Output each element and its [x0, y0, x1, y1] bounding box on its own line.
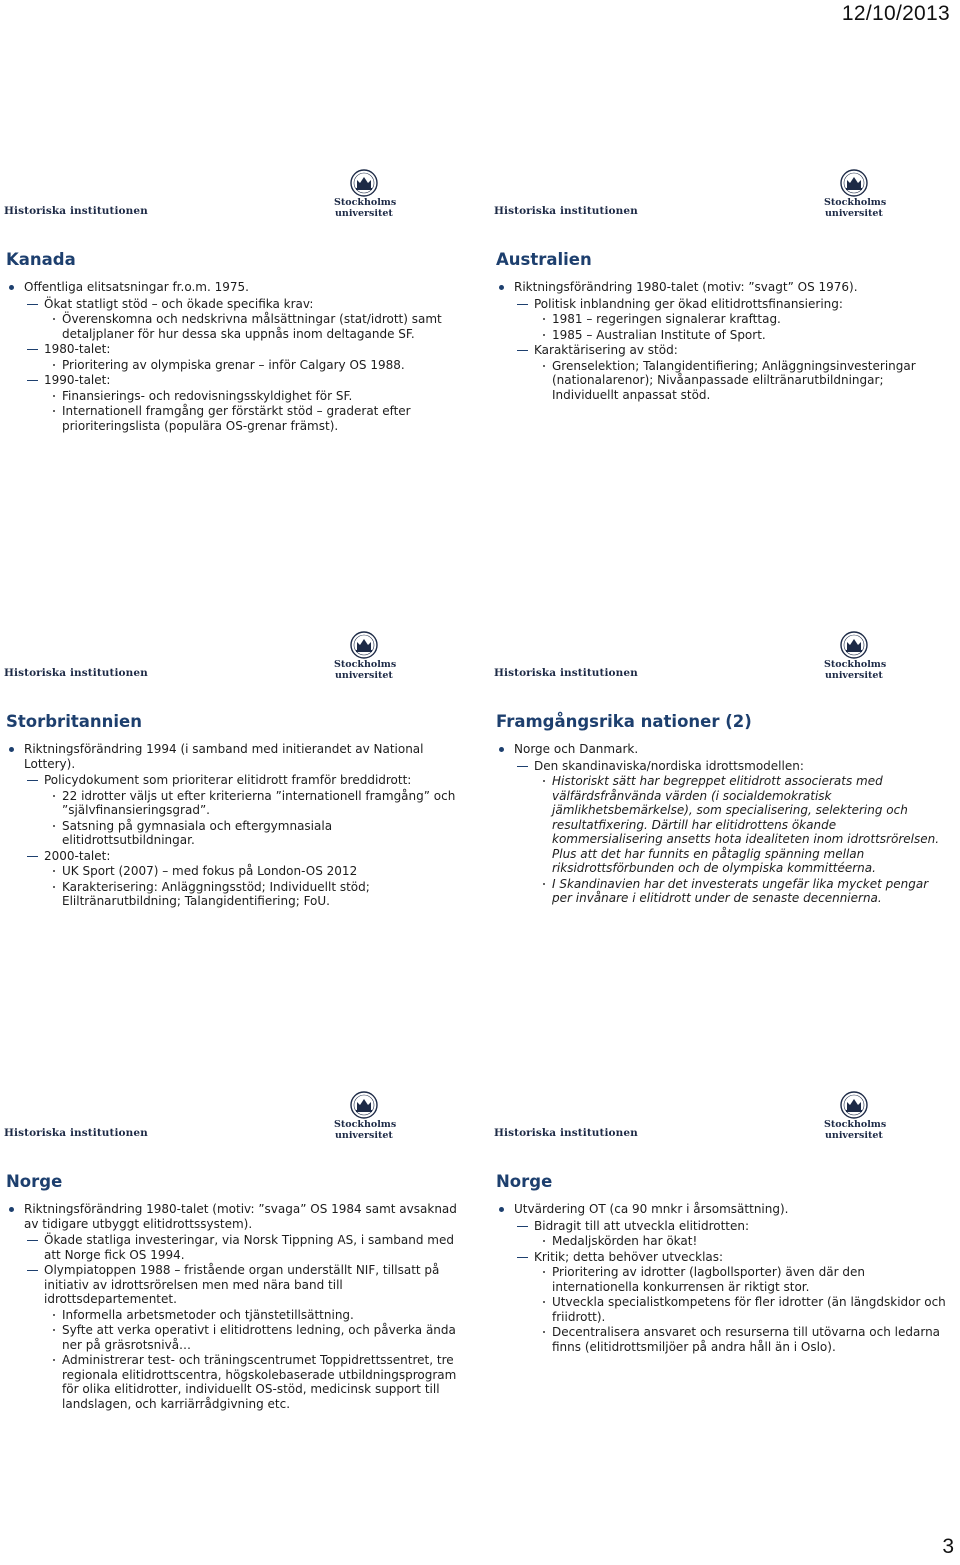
crown-logo-icon	[834, 168, 874, 198]
bullet-item: Norge och Danmark.	[496, 742, 950, 757]
slide-title: Kanada	[6, 250, 76, 269]
sub-bullet-item: 1985 – Australian Institute of Sport.	[496, 328, 950, 343]
logo-text-line2: universitet	[825, 670, 883, 681]
sub-bullet-item: Prioritering av olympiska grenar – inför Calgary OS 1988.	[6, 358, 460, 373]
sub-bullet-item: Internationell framgång ger förstärkt stöd – graderat efter prioriteringslista (populära OS-grenar främst).	[6, 404, 460, 433]
dash-item: Politisk inblandning ger ökad elitidrottsfinansiering:	[496, 297, 950, 312]
logo-text-line2: universitet	[335, 1130, 393, 1141]
university-logo	[824, 630, 887, 681]
logo-text-line2: universitet	[825, 208, 883, 219]
slide-1	[0, 160, 466, 550]
slide-4	[490, 622, 956, 1012]
slide-header	[0, 160, 466, 222]
sub-bullet-item: Administrerar test- och träningscentrumet Toppidrettssentret, tre regionala elitidrottscentra, högskolebaserade utbildningsprogram för olika elitidrotter, individuellt OS-stöd, medicinsk support till landslagen, och karriärrådgivning etc.	[6, 1353, 460, 1411]
sub-bullet-item: Prioritering av idrotter (lagbollsporter) även där den internationella konkurrensen är riktigt stor.	[496, 1265, 950, 1294]
bullet-item: Riktningsförändring 1980-talet (motiv: ”svagt” OS 1976).	[496, 280, 950, 295]
slide-body	[6, 742, 460, 910]
sub-bullet-item: Medaljskörden har ökat!	[496, 1234, 950, 1249]
institution-name: Historiska institutionen	[4, 1127, 148, 1139]
logo-text-line2: universitet	[335, 208, 393, 219]
logo-text-line1: Stockholms	[824, 197, 887, 208]
dash-item: Ökat statligt stöd – och ökade specifika krav:	[6, 297, 460, 312]
dash-item: Den skandinaviska/nordiska idrottsmodellen:	[496, 759, 950, 774]
sub-bullet-item: I Skandinavien har det investerats ungefär lika mycket pengar per invånare i elitidrott under de senaste decennierna.	[496, 877, 950, 906]
slide-header	[490, 160, 956, 222]
slide-3	[0, 622, 466, 1012]
sub-bullet-item: UK Sport (2007) – med fokus på London-OS 2012	[6, 864, 460, 879]
sub-bullet-item: Decentralisera ansvaret och resurserna till utövarna och ledarna finns (elitidrottsmiljöer på andra håll än i Oslo).	[496, 1325, 950, 1354]
logo-text-line1: Stockholms	[334, 197, 397, 208]
slide-body	[6, 1202, 460, 1412]
sub-bullet-item: Grenselektion; Talangidentifiering; Anläggningsinvesteringar (nationalarenor); Nivåanpassade eliltränarutbildningar; Individuellt anpassat stöd.	[496, 359, 950, 403]
slide-header	[490, 622, 956, 684]
slide-body	[496, 742, 950, 907]
institution-name: Historiska institutionen	[4, 667, 148, 679]
institution-name: Historiska institutionen	[494, 205, 638, 217]
logo-text-line2: universitet	[825, 1130, 883, 1141]
sub-bullet-item: 1981 – regeringen signalerar krafttag.	[496, 312, 950, 327]
dash-item: Kritik; detta behöver utvecklas:	[496, 1250, 950, 1265]
bullet-item: Riktningsförändring 1994 (i samband med initierandet av National Lottery).	[6, 742, 460, 771]
slide-body	[496, 280, 950, 403]
crown-logo-icon	[344, 1090, 384, 1120]
university-logo	[824, 168, 887, 219]
dash-item: Bidragit till att utveckla elitidrotten:	[496, 1219, 950, 1234]
institution-name: Historiska institutionen	[4, 205, 148, 217]
university-logo	[334, 1090, 397, 1141]
slide-2	[490, 160, 956, 550]
university-logo	[334, 630, 397, 681]
logo-text-line1: Stockholms	[334, 659, 397, 670]
crown-logo-icon	[344, 168, 384, 198]
dash-item: 1990-talet:	[6, 373, 460, 388]
sub-bullet-item: Informella arbetsmetoder och tjänstetillsättning.	[6, 1308, 460, 1323]
slide-title: Framgångsrika nationer (2)	[496, 712, 752, 731]
crown-logo-icon	[834, 630, 874, 660]
dash-item: Karaktärisering av stöd:	[496, 343, 950, 358]
slide-title: Norge	[6, 1172, 63, 1191]
sub-bullet-item: Satsning på gymnasiala och eftergymnasiala elitidrottsutbildningar.	[6, 819, 460, 848]
sub-bullet-item: Karakterisering: Anläggningsstöd; Individuellt stöd; Eliltränarutbildning; Talangidentifiering; FoU.	[6, 880, 460, 909]
logo-text-line2: universitet	[335, 670, 393, 681]
crown-logo-icon	[344, 630, 384, 660]
bullet-item: Riktningsförändring 1980-talet (motiv: ”svaga” OS 1984 samt avsaknad av tidigare utbyggt elitidrottssystem).	[6, 1202, 460, 1231]
sub-bullet-item: Syfte att verka operativt i elitidrottens ledning, och påverka ända ner på gräsrotsnivå…	[6, 1323, 460, 1352]
institution-name: Historiska institutionen	[494, 667, 638, 679]
logo-text-line1: Stockholms	[334, 1119, 397, 1130]
slide-header	[0, 1082, 466, 1144]
sub-bullet-item: Överenskomna och nedskrivna målsättningar (stat/idrott) samt detaljplaner för hur dessa ska uppnås inom deltagande SF.	[6, 312, 460, 341]
logo-text-line1: Stockholms	[824, 659, 887, 670]
slide-5	[0, 1082, 466, 1472]
slide-header	[0, 622, 466, 684]
page-number: 3	[942, 1535, 954, 1558]
slide-title: Australien	[496, 250, 592, 269]
date-label: 12/10/2013	[841, 2, 950, 25]
dash-item: 1980-talet:	[6, 342, 460, 357]
university-logo	[824, 1090, 887, 1141]
slide-header	[490, 1082, 956, 1144]
slide-title: Norge	[496, 1172, 553, 1191]
sub-bullet-item: 22 idrotter väljs ut efter kriterierna ”internationell framgång” och ”självfinansieringsgrad”.	[6, 789, 460, 818]
bullet-item: Offentliga elitsatsningar fr.o.m. 1975.	[6, 280, 460, 295]
dash-item: 2000-talet:	[6, 849, 460, 864]
slide-body	[496, 1202, 950, 1355]
dash-item: Policydokument som prioriterar elitidrott framför breddidrott:	[6, 773, 460, 788]
dash-item: Olympiatoppen 1988 – fristående organ underställt NIF, tillsatt på initiativ av idrottsrörelsen men med nära band till idrottsdepartementet.	[6, 1263, 460, 1307]
crown-logo-icon	[834, 1090, 874, 1120]
university-logo	[334, 168, 397, 219]
logo-text-line1: Stockholms	[824, 1119, 887, 1130]
institution-name: Historiska institutionen	[494, 1127, 638, 1139]
sub-bullet-item: Historiskt sätt har begreppet elitidrott associerats med välfärdsfrånvända värden (i socialdemokratisk jämlikhetsbemärkelse), som specialisering, selektering och resultatfixering. Därtill har elitidrottens ökande kommersialisering ansetts hota idealiteten inom idrottsrörelsen. Plus att det har funnits en påtaglig spänning mellan riksidrottsförbunden och de olympiska kommittéerna.	[496, 774, 950, 876]
slide-6	[490, 1082, 956, 1472]
sub-bullet-item: Utveckla specialistkompetens för fler idrotter (än längdskidor och friidrott).	[496, 1295, 950, 1324]
slide-body	[6, 280, 460, 434]
bullet-item: Utvärdering OT (ca 90 mnkr i årsomsättning).	[496, 1202, 950, 1217]
dash-item: Ökade statliga investeringar, via Norsk Tippning AS, i samband med att Norge fick OS 1994.	[6, 1233, 460, 1262]
sub-bullet-item: Finansierings- och redovisningsskyldighet för SF.	[6, 389, 460, 404]
slide-title: Storbritannien	[6, 712, 142, 731]
